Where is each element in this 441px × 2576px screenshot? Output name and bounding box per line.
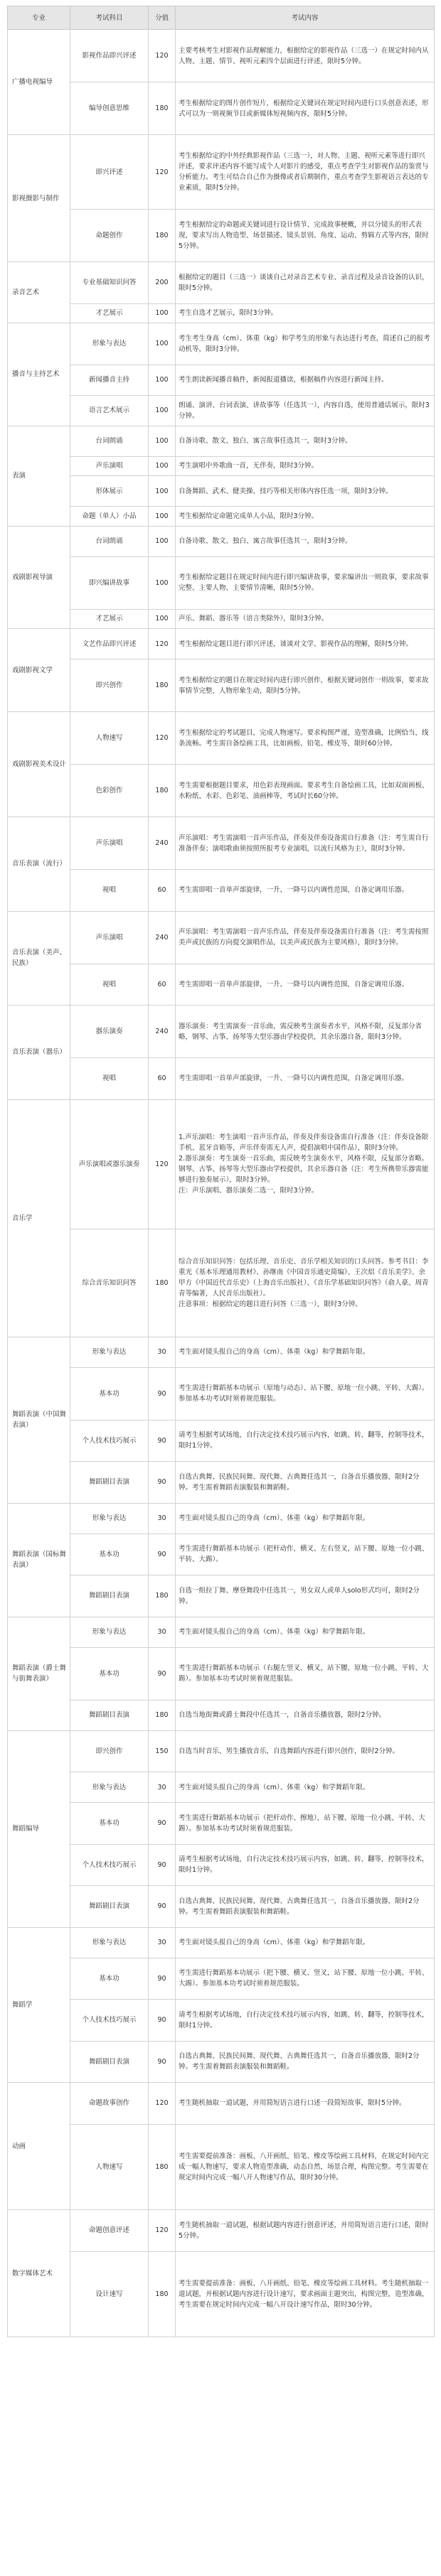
score-cell: 30	[149, 1503, 176, 1534]
table-row	[8, 30, 435, 82]
subject-cell: 人物速写	[70, 712, 149, 765]
score-cell: 90	[149, 1534, 176, 1575]
subject-cell: 综合音乐知识问答	[70, 1229, 149, 1337]
subject-cell: 设计速写	[70, 2251, 149, 2337]
score-cell: 90	[149, 2041, 176, 2083]
content-cell: 自选古典舞、民族民间舞、现代舞、古典舞任选其一，自备音乐播放器，限时2分钟。考生需着舞蹈表演服装和舞蹈鞋。	[176, 1462, 435, 1504]
content-cell: 自选古典舞、民族民间舞、现代舞、古典舞任选其一，自备音乐播放器，限时2分钟。考生需着舞蹈表演服装和舞蹈鞋。	[176, 2041, 435, 2083]
major-name: 舞蹈学	[8, 1927, 70, 2083]
subject-cell: 人物速写	[70, 2124, 149, 2210]
score-cell: 100	[149, 365, 176, 395]
subject-cell: 新闻播音主持	[70, 365, 149, 395]
score-cell: 100	[149, 526, 176, 556]
table-row	[8, 365, 435, 395]
content-cell: 考生面对镜头报自己的身高（cm）、体重（kg）和学舞蹈年限。	[176, 1772, 435, 1803]
content-cell: 根据给定的题目（三选一）谈谈自己对录音艺术专业、录音过程及录音设备的认识，限时5分钟。	[176, 262, 435, 304]
content-cell: 声乐演唱：考生需演唱一首声乐作品，伴奏及伴奏设备需自行准备（注：考生需按照美声或民族的方向提交演唱作品，以美声或民族为主要风格），限时3分钟。	[176, 911, 435, 964]
major-name: 数字媒体艺术	[8, 2210, 70, 2337]
score-cell: 180	[149, 1575, 176, 1617]
score-cell: 120	[149, 135, 176, 210]
content-cell: 考生需即唱一首单声部旋律，一升、一降号以内调性范围，自备定调用乐器。	[176, 964, 435, 1006]
table-row	[8, 2083, 435, 2125]
score-cell: 100	[149, 303, 176, 323]
subject-cell: 形象与表达	[70, 323, 149, 365]
major-name: 录音艺术	[8, 262, 70, 323]
table-row	[8, 870, 435, 912]
subject-cell: 命题（单人）小品	[70, 507, 149, 527]
table-row	[8, 210, 435, 262]
subject-cell: 命题故事创作	[70, 2083, 149, 2125]
table-row	[8, 135, 435, 210]
table-row	[8, 556, 435, 609]
table-row	[8, 1730, 435, 1772]
table-row	[8, 2124, 435, 2210]
score-cell: 120	[149, 30, 176, 82]
content-cell: 考生面对镜头报自己的身高（cm）、体重（kg）和学舞蹈年限。	[176, 1337, 435, 1367]
score-cell: 100	[149, 426, 176, 456]
score-cell: 90	[149, 1367, 176, 1420]
table-body	[8, 30, 435, 2337]
subject-cell: 基本功	[70, 1647, 149, 1700]
content-cell: 考生随机抽取一道试题，并用简短语言进行口述一段简短故事，限时5分钟。	[176, 2083, 435, 2125]
subject-cell: 声乐演唱或器乐演奏	[70, 1099, 149, 1229]
content-cell: 1.声乐演唱：考生演唱一首声乐作品，伴奏及伴奏设备需自行准备（注：伴奏设备限手机、蓝牙音箱等，声乐伴奏需无人声，提倡演唱中国作品），限时3分钟。 2.器乐演奏：考生演奏一首乐曲，需反映考生演奏水平，风格不限，反复部分省略。钢琴、古筝、扬琴等大型乐器由学校提供，其余乐器自备（注：考生所携带乐器需能够进行独奏展示），限时3分钟。 注：声乐演唱、器乐演奏二选一，限时3分钟。	[176, 1099, 435, 1229]
header-subject: 考试科目	[70, 6, 149, 30]
score-cell: 120	[149, 712, 176, 765]
table-row	[8, 507, 435, 527]
score-cell: 120	[149, 1099, 176, 1229]
subject-cell: 即兴创作	[70, 1730, 149, 1772]
content-cell: 声乐、舞蹈、器乐等（语言类除外），限时3分钟。	[176, 609, 435, 629]
score-cell: 90	[149, 1844, 176, 1886]
table-row	[8, 2210, 435, 2252]
score-cell: 150	[149, 1730, 176, 1772]
subject-cell: 舞蹈剧目表演	[70, 1462, 149, 1504]
score-cell: 240	[149, 817, 176, 870]
major-name: 播音与主持艺术	[8, 323, 70, 426]
score-cell: 100	[149, 609, 176, 629]
content-cell: 考生面对镜头报自己的身高（cm）、体重（kg）和学舞蹈年限。	[176, 1617, 435, 1647]
content-cell: 考生根据给定题目在规定时间内进行即兴编讲故事，要求编讲出一则故事，要求故事完整、主要人物、主要情节清晰，限时5分钟。	[176, 556, 435, 609]
major-name: 舞蹈表演（爵士舞与街舞表演）	[8, 1617, 70, 1730]
content-cell: 考生根据给定命题完成单人小品，限时3分钟。	[176, 507, 435, 527]
table-row	[8, 1058, 435, 1100]
content-cell: 考生面对镜头报自己的身高（cm）、体重（kg）和学舞蹈年限。	[176, 1503, 435, 1534]
score-cell: 30	[149, 1337, 176, 1367]
table-row	[8, 476, 435, 507]
subject-cell: 基本功	[70, 1803, 149, 1845]
table-row	[8, 712, 435, 765]
content-cell: 自选当时音乐、男生播放音乐，自选舞蹈内容进行即兴创作，限时2分钟。	[176, 1730, 435, 1772]
subject-cell: 个人技术技巧展示	[70, 2000, 149, 2042]
table-row	[8, 1886, 435, 1928]
major-name: 动画	[8, 2083, 70, 2210]
subject-cell: 舞蹈剧目表演	[70, 1575, 149, 1617]
content-cell: 请考生根据考试场地，自行决定技术技巧展示内容，如跳、转、翻等，控制等技术，限时1分钟。	[176, 1844, 435, 1886]
score-cell: 90	[149, 1462, 176, 1504]
score-cell: 180	[149, 210, 176, 262]
content-cell: 自选当地街舞或爵士舞段中任选其一，自备音乐播放器，限时2分钟。	[176, 1700, 435, 1730]
subject-cell: 即兴评述	[70, 135, 149, 210]
score-cell: 90	[149, 1420, 176, 1462]
table-row	[8, 1958, 435, 2000]
score-cell: 100	[149, 476, 176, 507]
table-row	[8, 1927, 435, 1958]
table-row	[8, 1420, 435, 1462]
table-row	[8, 1575, 435, 1617]
content-cell: 考生根据给定的中外经典影视作品（三选一），对人物、主题、视听元素等进行即兴评述，要求评述内容不能写成个人对影片的感受，重点考查学生对影视作品的鉴赏与分析能力。考生可结合自己作为摄像或者后期制作，重点考查学生影视语言表达的专业素质，限时5分钟。	[176, 135, 435, 210]
score-cell: 180	[149, 1700, 176, 1730]
score-cell: 100	[149, 395, 176, 426]
subject-cell: 个人技术技巧展示	[70, 1420, 149, 1462]
subject-cell: 台词朗诵	[70, 526, 149, 556]
score-cell: 90	[149, 1647, 176, 1700]
table-row	[8, 2041, 435, 2083]
subject-cell: 基本功	[70, 1367, 149, 1420]
major-name: 影视摄影与制作	[8, 135, 70, 262]
table-row	[8, 1503, 435, 1534]
content-cell: 考生需进行舞蹈基本功展示（把杆动作，横叉、左右竖叉，站下腰、原地一位小跳、平转、大踢）。	[176, 1534, 435, 1575]
score-cell: 180	[149, 82, 176, 135]
table-row	[8, 817, 435, 870]
content-cell: 考生随机抽取一道试题，根据试题内容进行创意评述，并用简短语言进行口述，限时5分钟。	[176, 2210, 435, 2252]
major-name: 戏剧影视美术设计	[8, 712, 70, 817]
score-cell: 90	[149, 1958, 176, 2000]
score-cell: 180	[149, 659, 176, 712]
table-row	[8, 659, 435, 712]
subject-cell: 形象与表达	[70, 1772, 149, 1803]
subject-cell: 个人技术技巧展示	[70, 1844, 149, 1886]
major-name: 表演	[8, 426, 70, 526]
content-cell: 自备舞蹈、武术、健美操、技巧等相关形体内容任选一项，限时3分钟。	[176, 476, 435, 507]
content-cell: 声乐演唱：考生需演唱一首声乐作品，伴奏及伴奏设备需自行准备（注：考生需自行准备伴奏；演唱歌曲须按照所报考专业演唱，以流行风格为主），限时3分钟。	[176, 817, 435, 870]
table-row	[8, 629, 435, 659]
header-content: 考试内容	[176, 6, 435, 30]
subject-cell: 命题创作	[70, 210, 149, 262]
score-cell: 240	[149, 911, 176, 964]
content-cell: 综合音乐知识问答：包括乐理、音乐史、音乐学相关知识的口头问答。参考书目：李重光《基本乐理通用教材》、孙继南《中国音乐通史简编》、王次炤《音乐美学》、余甲方《中国近代音乐史》（上海音乐出版社）、《音乐学基础知识问答》（俞人豪、周青青等编著，人民音乐出版社）。 注意事项：根据给定的题目进行问答（三选一），限时3分钟。	[176, 1229, 435, 1337]
major-name: 音乐表演（流行）	[8, 817, 70, 912]
score-cell: 90	[149, 1886, 176, 1928]
major-name: 戏剧影视文学	[8, 629, 70, 712]
content-cell: 主要考核考生对影视作品理解能力，根据给定的影视作品（三选一）在规定时间内从人物、主题、情节、视听元素四个层面进行评述，限时5分钟。	[176, 30, 435, 82]
subject-cell: 文艺作品即兴评述	[70, 629, 149, 659]
content-cell: 考生需要提前准备：画板、八开画纸、铅笔、橡皮等绘画工具材料。考生随机抽取一道试题，并根据试题内容进行设计速写，要求画面主题突出，构图完整，造型准确，考生需要在规定时间内完成一幅八开设计速写作品，限时30分钟。	[176, 2251, 435, 2337]
table-row	[8, 1803, 435, 1845]
table-row	[8, 1337, 435, 1367]
table-header-row	[8, 6, 435, 30]
subject-cell: 声乐演唱	[70, 817, 149, 870]
score-cell: 120	[149, 2083, 176, 2125]
content-cell: 考生演唱中外歌曲一首，无伴奏，限时3分钟。	[176, 456, 435, 476]
table-row	[8, 964, 435, 1006]
content-cell: 考生需进行舞蹈基本功展示（把下腰、横叉、竖叉，站下腰、原地一位小跳、平转、大踢）。参加基本功考试时须着规范服装。	[176, 1958, 435, 2000]
subject-cell: 台词朗诵	[70, 426, 149, 456]
content-cell: 请考生根据考试场地，自行决定技术技巧展示内容，如跳、转、翻等，控制等技术，限时1分钟。	[176, 1420, 435, 1462]
content-cell: 考生根据给定的题目在规定时间内进行即兴创作，根据关键词创作一则故事，要求故事情节完整，人物形象生动，限时5分钟。	[176, 659, 435, 712]
subject-cell: 视唱	[70, 870, 149, 912]
subject-cell: 器乐演奏	[70, 1006, 149, 1058]
content-cell: 自选一组拉丁舞、摩登舞段中任选其一，男女双人或单人solo形式均可，限时2分钟。	[176, 1575, 435, 1617]
exam-subject-table	[7, 6, 435, 2337]
table-row	[8, 765, 435, 817]
table-row	[8, 1700, 435, 1730]
subject-cell: 基本功	[70, 1534, 149, 1575]
major-name: 音乐学	[8, 1099, 70, 1337]
subject-cell: 舞蹈剧目表演	[70, 2041, 149, 2083]
table-row	[8, 2251, 435, 2337]
score-cell: 60	[149, 964, 176, 1006]
table-row	[8, 1647, 435, 1700]
content-cell: 考生朗读新闻播音稿件，新闻报道播读，根据稿件内容进行新闻主持。	[176, 365, 435, 395]
subject-cell: 语言艺术展示	[70, 395, 149, 426]
score-cell: 120	[149, 629, 176, 659]
content-cell: 考生需进行舞蹈基本功展示（把杆动作、擦地），站下腰、原地一位小跳、平转、大踢）。参加基本功考试时须着规范服装。	[176, 1803, 435, 1845]
content-cell: 考生需要根据题目要求，用色彩表现画面。要求考生自备绘画工具，比如双面画板、水粉纸、水彩、色彩笔、油画棒等，考试时长60分钟。	[176, 765, 435, 817]
score-cell: 180	[149, 1229, 176, 1337]
table-row	[8, 395, 435, 426]
score-cell: 30	[149, 1927, 176, 1958]
content-cell: 考生考生身高（cm）、体重（kg）和学考生的形象与表达进行考查，简述自己的报考动机等，限时3分钟。	[176, 323, 435, 365]
score-cell: 100	[149, 507, 176, 527]
table-row	[8, 1462, 435, 1504]
content-cell: 考生面对镜头报自己的身高（cm）、体重（kg）和学舞蹈年限。	[176, 1927, 435, 1958]
subject-cell: 形象与表达	[70, 1337, 149, 1367]
subject-cell: 形象与表达	[70, 1927, 149, 1958]
content-cell: 考生根据给定的考试题目，完成人物速写。要求构图严谨，造型准确，比例恰当，线条流畅。考生需自备绘画工具，比如画板、铅笔、橡皮等，限时60分钟。	[176, 712, 435, 765]
content-cell: 考生根据给定题目进行即兴评述，谈谈对文学、影视作品的理解，限时5分钟。	[176, 629, 435, 659]
subject-cell: 形象与表达	[70, 1617, 149, 1647]
content-cell: 自选古典舞、民族民间舞、现代舞、古典舞任选其一，自备音乐播放器，限时2分钟。考生需着舞蹈表演服装和舞蹈鞋。	[176, 1886, 435, 1928]
major-name: 音乐表演（器乐）	[8, 1006, 70, 1100]
score-cell: 60	[149, 870, 176, 912]
content-cell: 器乐演奏：考生需演奏一首乐曲，需反映考生演奏者水平，风格不限，反复部分省略，钢琴、古筝、扬琴等大型乐器由学校提供，其余乐器自备，限时3分钟。	[176, 1006, 435, 1058]
content-cell: 自备诗歌、散文、独白、寓言故事任选其一，限时3分钟。	[176, 426, 435, 456]
content-cell: 考生根据给定的图片创作短片，根据给定关键词在规定时间内进行口头创意表述，形式可以为一则视频节目或新媒体短视频内容，限时5分钟。	[176, 82, 435, 135]
score-cell: 180	[149, 765, 176, 817]
subject-cell: 基本功	[70, 1958, 149, 2000]
score-cell: 180	[149, 2124, 176, 2210]
major-name: 音乐表演（美声、民族）	[8, 911, 70, 1006]
table-row	[8, 1099, 435, 1229]
score-cell: 60	[149, 1058, 176, 1100]
major-name: 戏剧影视导演	[8, 526, 70, 629]
subject-cell: 声乐演唱	[70, 456, 149, 476]
major-name: 广播电视编导	[8, 30, 70, 135]
table-row	[8, 1534, 435, 1575]
table-row	[8, 456, 435, 476]
subject-cell: 专业基础知识问答	[70, 262, 149, 304]
score-cell: 30	[149, 1617, 176, 1647]
table-row	[8, 1617, 435, 1647]
content-cell: 考生需进行舞蹈基本功展示（原地与动态）、站下腰、原地一位小跳、平转、大踢）。参加基本功考试时须着规范服装。	[176, 1367, 435, 1420]
table-row	[8, 82, 435, 135]
subject-cell: 形象与表达	[70, 1503, 149, 1534]
score-cell: 30	[149, 1772, 176, 1803]
score-cell: 180	[149, 2251, 176, 2337]
subject-cell: 才艺展示	[70, 303, 149, 323]
score-cell: 90	[149, 2000, 176, 2042]
content-cell: 考生需要提前准备：画板、八开画纸、铅笔、橡皮等绘画工具材料，在规定时间内完成一幅人物速写，要求人物造型准确，动态自然，场景合理，构图完整。考生需要在规定时间内完成一幅八开人物速写作品，限时30分钟。	[176, 2124, 435, 2210]
table-row	[8, 1772, 435, 1803]
score-cell: 200	[149, 262, 176, 304]
score-cell: 100	[149, 323, 176, 365]
header-score: 分值	[149, 6, 176, 30]
subject-cell: 色彩创作	[70, 765, 149, 817]
subject-cell: 声乐演唱	[70, 911, 149, 964]
table-row	[8, 1006, 435, 1058]
content-cell: 请考生根据考试场地，自行决定技术技巧展示内容，如跳、转、翻等，控制等技术，限时1分钟。	[176, 2000, 435, 2042]
score-cell: 100	[149, 456, 176, 476]
table-row	[8, 323, 435, 365]
subject-cell: 形体展示	[70, 476, 149, 507]
major-name: 舞蹈编导	[8, 1730, 70, 1927]
table-row	[8, 1844, 435, 1886]
major-name: 舞蹈表演（国标舞表演）	[8, 1503, 70, 1617]
table-row	[8, 303, 435, 323]
content-cell: 考生需即唱一首单声部旋律，一升、一降号以内调性范围，自备定调用乐器。	[176, 1058, 435, 1100]
score-cell: 90	[149, 1803, 176, 1845]
subject-cell: 舞蹈剧目表演	[70, 1886, 149, 1928]
score-cell: 240	[149, 1006, 176, 1058]
header-major: 专业	[8, 6, 70, 30]
subject-cell: 视唱	[70, 1058, 149, 1100]
subject-cell: 编导创意思维	[70, 82, 149, 135]
subject-cell: 视唱	[70, 964, 149, 1006]
table-row	[8, 911, 435, 964]
subject-cell: 舞蹈剧目表演	[70, 1700, 149, 1730]
content-cell: 考生自选才艺展示，限时3分钟。	[176, 303, 435, 323]
subject-cell: 即兴编讲故事	[70, 556, 149, 609]
table-row	[8, 262, 435, 304]
table-row	[8, 526, 435, 556]
table-row	[8, 2000, 435, 2042]
content-cell: 考生根据给定的命题或关键词进行设计情节、完成故事梗概，并以分镜头的形式表现，要求写出人物造型、场景描述、镜头景别、角度、运动、剪辑方式等内容，限时5分钟。	[176, 210, 435, 262]
table-row	[8, 426, 435, 456]
content-cell: 自备诗歌、散文、独白、寓言故事任选其一，限时3分钟。	[176, 526, 435, 556]
table-row	[8, 1229, 435, 1337]
score-cell: 100	[149, 556, 176, 609]
major-name: 舞蹈表演（中国舞表演）	[8, 1337, 70, 1503]
score-cell: 120	[149, 2210, 176, 2252]
table-row	[8, 609, 435, 629]
content-cell: 考生需即唱一首单声部旋律，一升、一降号以内调性范围，自备定调用乐器。	[176, 870, 435, 912]
subject-cell: 命题创意评述	[70, 2210, 149, 2252]
content-cell: 考生需进行舞蹈基本功展示（右腿左竖叉、横叉，站下腰、原地一位小跳、平转、大踢）。参加基本功考试时须着规范服装。	[176, 1647, 435, 1700]
content-cell: 朗诵、演讲、台词表演、讲故事等（任选其一），内容自选，使用普通话展示，限时3分钟。	[176, 395, 435, 426]
subject-cell: 影视作品即兴评述	[70, 30, 149, 82]
table-row	[8, 1367, 435, 1420]
subject-cell: 才艺展示	[70, 609, 149, 629]
subject-cell: 即兴创作	[70, 659, 149, 712]
